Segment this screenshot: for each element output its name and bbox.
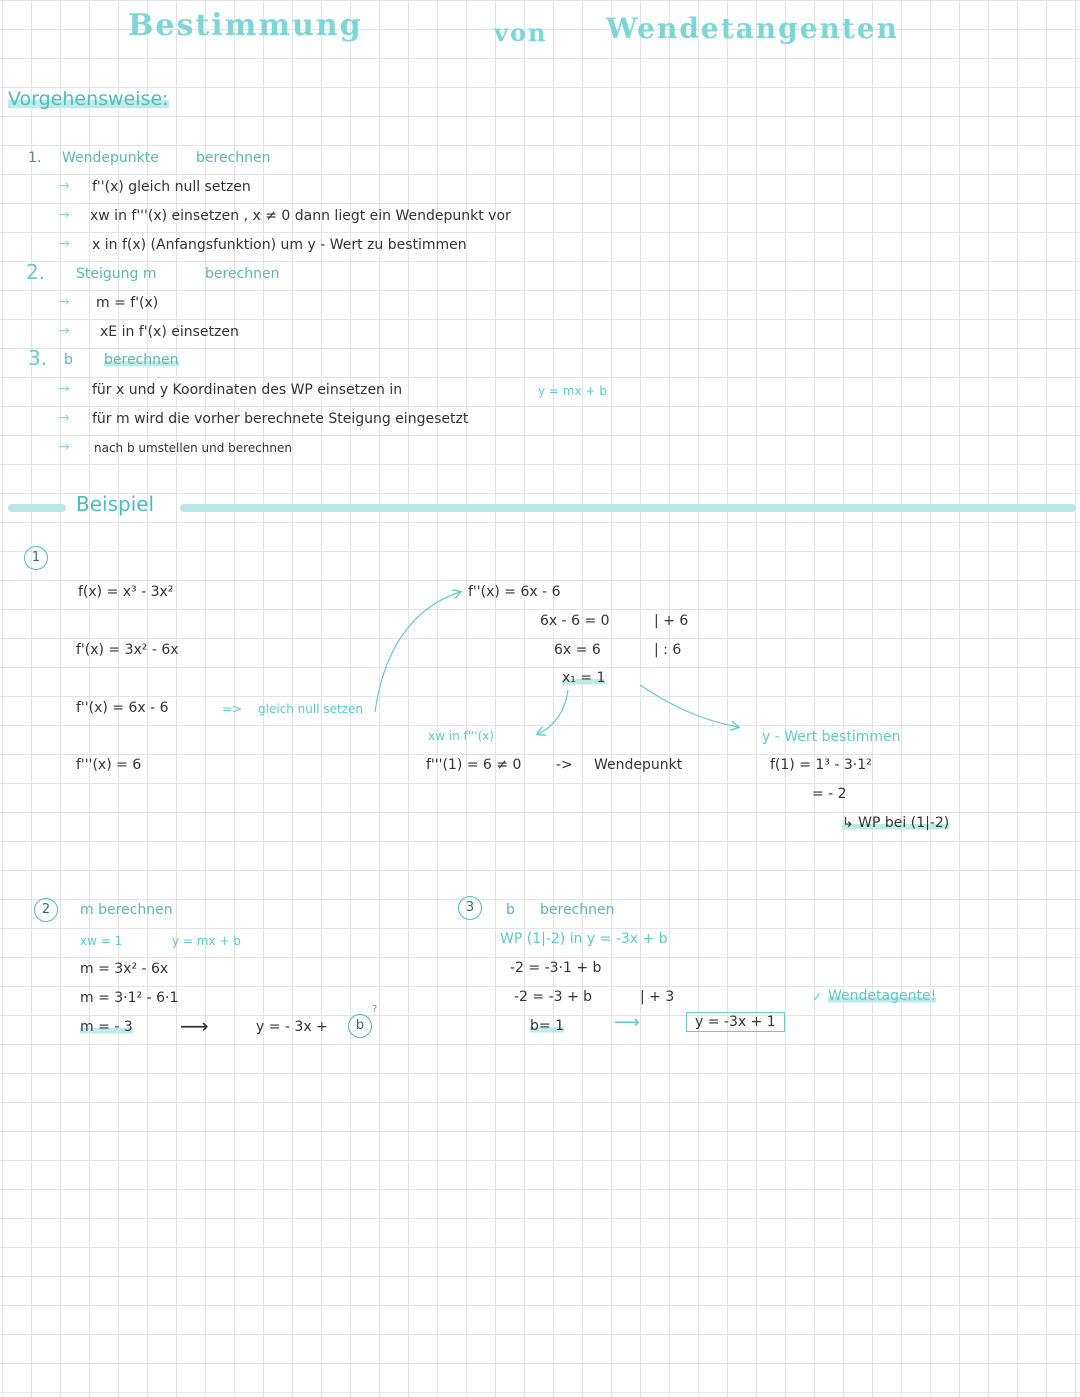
step3-line2: für m wird die vorher berechnete Steigung eingesetzt (92, 411, 469, 427)
procedure-heading: Vorgehensweise: (8, 88, 169, 110)
wp-result: ↳ WP bei (1|-2) (842, 815, 950, 831)
step1-title-b: berechnen (196, 150, 271, 166)
arrow-solve-to-check (538, 690, 568, 734)
arrow-icon: → (58, 207, 70, 223)
step2-title-b: berechnen (205, 266, 280, 282)
step1-number: 1. (28, 150, 42, 166)
step3-title-a: b (64, 352, 73, 368)
step2-line1: m = f'(x) (96, 295, 159, 311)
arrow-icon: → (58, 178, 70, 194)
step2-line2: xE in f'(x) einsetzen (100, 324, 239, 340)
step3-title-b: berechnen (104, 352, 179, 368)
check-icon: ✓ (812, 990, 823, 1004)
arrow-icon: → (58, 323, 70, 339)
section3-heading: berechnen (540, 902, 615, 918)
section3-arrow: ⟶ (614, 1012, 640, 1033)
step3-number: 3. (28, 346, 48, 370)
yval-eq2: = - 2 (812, 786, 847, 802)
section3-line1: WP (1|-2) in y = -3x + b (500, 931, 668, 947)
check-label: xw in f'''(x) (428, 729, 495, 743)
step3-line3: nach b umstellen und berechnen (94, 441, 293, 455)
section2-xw: xw = 1 (80, 934, 123, 948)
example-heading: Beispiel (76, 492, 155, 516)
section1-number: 1 (24, 546, 48, 570)
step3-formula: y = mx + b (538, 384, 607, 398)
step2-number: 2. (26, 260, 46, 284)
section3-line3-op: | + 3 (640, 989, 675, 1005)
arrow-icon: → (58, 410, 70, 426)
arrow-icon: → (58, 294, 70, 310)
solve-line2: 6x = 6 (554, 642, 601, 658)
arrow-icon: → (58, 439, 70, 455)
title-word2: von (494, 18, 548, 47)
step1-line2: xw in f'''(x) einsetzen , x ≠ 0 dann liegt ein Wendepunkt vor (90, 208, 511, 224)
wendetangente-label: Wendetagente! (828, 988, 937, 1004)
check-eq: f'''(1) = 6 ≠ 0 (426, 757, 522, 773)
yval-label: y - Wert bestimmen (762, 729, 901, 745)
arrow-solve-to-yval (640, 685, 738, 727)
solve-head: f''(x) = 6x - 6 (468, 584, 561, 600)
f1-derivative: f'(x) = 3x² - 6x (76, 642, 179, 658)
section2-line1: m = 3x² - 6x (80, 961, 169, 977)
arrow-f2-to-solve (375, 592, 460, 712)
section3-result: b= 1 (530, 1018, 564, 1034)
f2-note-arrow: => (222, 702, 243, 716)
arrow-icon: → (58, 236, 70, 252)
step2-title-a: Steigung m (76, 266, 157, 282)
check-result: Wendepunkt (594, 757, 683, 773)
step1-title-a: Wendepunkte (62, 150, 159, 166)
title-word1: Bestimmung (128, 8, 363, 43)
solve-line2-op: | : 6 (654, 642, 682, 658)
f2-note: gleich null setzen (258, 702, 364, 716)
section2-line2: m = 3·1² - 6·1 (80, 990, 179, 1006)
section3-number: 3 (458, 896, 482, 920)
section2-question: ? (372, 1004, 378, 1015)
f2-derivative: f''(x) = 6x - 6 (76, 700, 169, 716)
section2-heading: m berechnen (80, 902, 173, 918)
arrow-icon: → (58, 381, 70, 397)
section3-heading-b: b (506, 902, 515, 918)
section3-line2: -2 = -3·1 + b (510, 960, 602, 976)
final-equation: y = -3x + 1 (686, 1012, 785, 1032)
section2-formula: y = mx + b (172, 934, 241, 948)
section2-circled-b: b (348, 1014, 372, 1038)
section2-eq: y = - 3x + (256, 1019, 328, 1035)
section2-arrow: ⟶ (180, 1014, 209, 1038)
f-function: f(x) = x³ - 3x² (78, 584, 174, 600)
f3-derivative: f'''(x) = 6 (76, 757, 142, 773)
solve-result: x₁ = 1 (562, 670, 606, 686)
section2-result: m = - 3 (80, 1019, 133, 1035)
yval-eq1: f(1) = 1³ - 3·1² (770, 757, 872, 773)
solve-line1-op: | + 6 (654, 613, 689, 629)
check-arrow: -> (556, 757, 573, 773)
step3-line1: für x und y Koordinaten des WP einsetzen in (92, 382, 403, 398)
step1-line3: x in f(x) (Anfangsfunktion) um y - Wert zu bestimmen (92, 237, 467, 253)
title-word3: Wendetangenten (606, 12, 900, 45)
section2-number: 2 (34, 898, 58, 922)
step1-line1: f''(x) gleich null setzen (92, 179, 251, 195)
solve-line1: 6x - 6 = 0 (540, 613, 610, 629)
section3-line3: -2 = -3 + b (514, 989, 593, 1005)
